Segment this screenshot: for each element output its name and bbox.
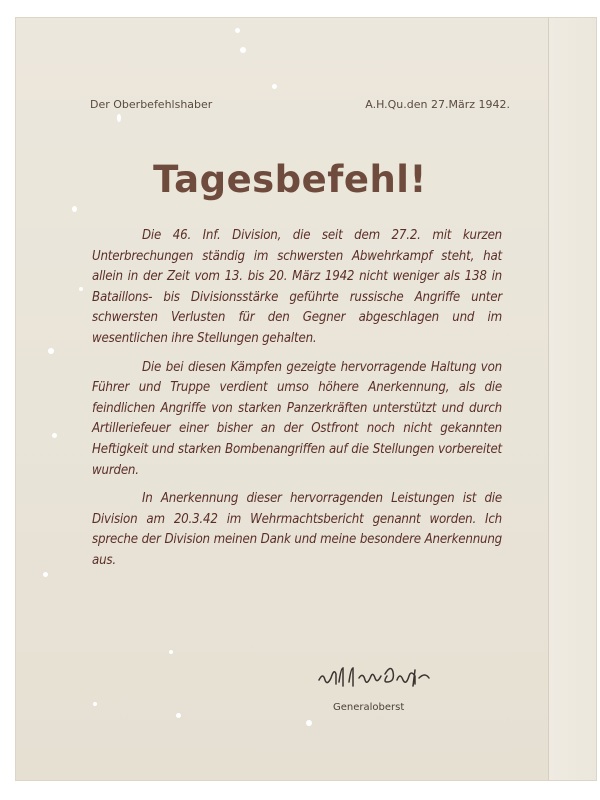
punch-hole bbox=[235, 28, 240, 33]
document-title: Tagesbefehl! bbox=[153, 158, 427, 201]
punch-hole bbox=[272, 84, 277, 89]
punch-hole bbox=[72, 206, 77, 212]
punch-hole bbox=[52, 433, 57, 438]
page-fold-strip bbox=[549, 18, 596, 780]
punch-hole bbox=[48, 348, 54, 354]
punch-hole bbox=[176, 713, 181, 718]
punch-hole bbox=[117, 114, 121, 122]
signatory-rank: Generaloberst bbox=[333, 702, 405, 713]
page-fold-line bbox=[548, 18, 549, 780]
sender-line: Der Oberbefehlshaber bbox=[90, 98, 213, 111]
punch-hole bbox=[306, 720, 312, 726]
punch-hole bbox=[79, 287, 83, 291]
order-text bbox=[92, 226, 502, 580]
punch-hole bbox=[240, 47, 246, 53]
punch-hole bbox=[93, 702, 97, 706]
place-date-line: A.H.Qu.den 27.März 1942. bbox=[365, 98, 510, 111]
punch-hole bbox=[169, 650, 173, 654]
paragraph-1: Die 46. Inf. Division, die seit dem 27.2. mit kurzen Unterbrechungen ständig im schwersten Abwehrkampf steht, hat allein in der Zeit vom 13. bis 20. März 1942 nicht weniger als 138 in Bataillons- bis Divisionsstärke geführte russische Angriffe unter schwersten Verlusten für den Gegner abgeschlagen und im wesentlichen ihre Stellungen gehalten. bbox=[92, 228, 502, 346]
paragraph-3: In Anerkennung dieser hervorragenden Leistungen ist die Division am 20.3.42 im Wehrmachtsbericht genannt worden. Ich spreche der Division meinen Dank und meine besondere Anerkennung aus. bbox=[92, 491, 502, 568]
punch-hole bbox=[43, 572, 48, 577]
paragraph-2: Die bei diesen Kämpfen gezeigte hervorragende Haltung von Führer und Truppe verdient umso höhere Anerkennung, als die feindlichen Angriffe von starken Panzerkräften unterstützt und durch Artilleriefeuer einer bisher an der Ostfront noch nicht gekannten Heftigkeit und starken Bombenangriffen auf die Stellungen vorbereitet wurden. bbox=[92, 359, 502, 478]
handwritten-signature bbox=[315, 660, 435, 694]
